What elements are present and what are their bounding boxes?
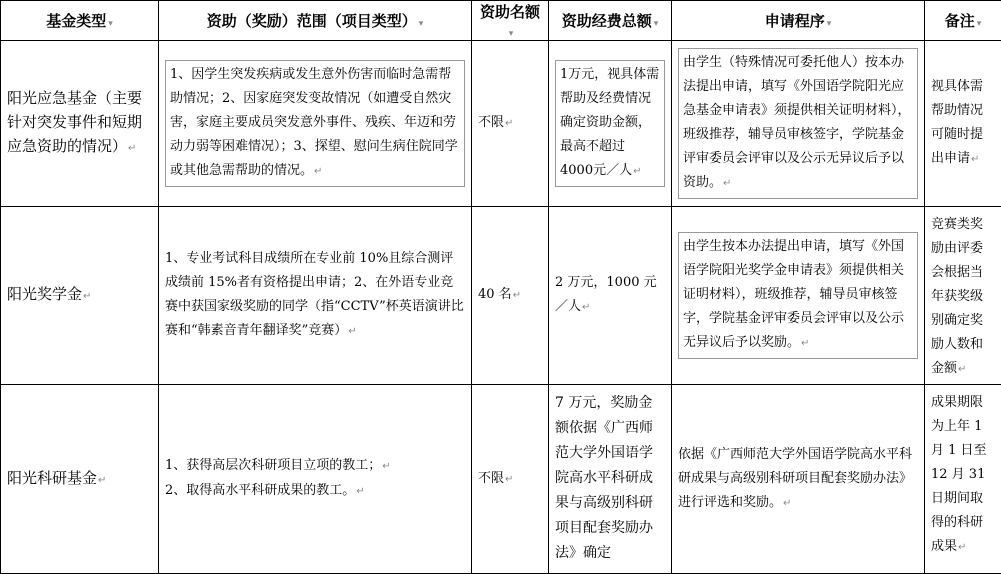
cell-procedure: 由学生按本办法提出申请，填写《外国语学院阳光奖学金申请表》须提供相关证明材料），班级推荐，辅导员审核签字，学院基金评审委员会评审以及公示无异议后予以奖励。↵: [672, 207, 925, 385]
header-quota: 资助名额▾: [472, 1, 549, 41]
header-remark: 备注 ▾: [925, 1, 1001, 41]
header-row: [1, 1, 1001, 41]
header-procedure: 申请程序 ▾: [672, 1, 925, 41]
cell-remark: 竞赛类奖励由评委会根据当年获奖级别确定奖励人数和金额↵: [925, 207, 1001, 385]
cell-fund-type: 阳光应急基金（主要针对突发事件和短期应急资助的情况）↵: [1, 41, 159, 207]
table-row: [1, 207, 1001, 385]
cell-procedure: 依据《广西师范大学外国语学院高水平科研成果与高级别科研项目配套奖励办法》进行评选和奖励。↵: [672, 385, 925, 574]
cell-quota: 不限↵: [472, 385, 549, 574]
cell-fund-type: 阳光奖学金↵: [1, 207, 159, 385]
scope-line: 1、获得高层次科研项目立项的教工；↵: [165, 454, 465, 479]
table-row: [1, 41, 1001, 207]
table-row: [1, 385, 1001, 574]
cell-amount: 2 万元，1000 元／人↵: [549, 207, 672, 385]
cell-scope: 1、专业考试科目成绩所在专业前 10%且综合测评成绩前 15%者有资格提出申请；2、在外语专业竞赛中获国家级奖励的同学（指“CCTV”杯英语演讲比赛和“韩素音青年翻译奖”竞赛）↵: [159, 207, 472, 385]
cell-amount: 7 万元，奖励金额依据《广西师范大学外国语学院高水平科研成果与高级别科研项目配套奖励办法》确定: [549, 385, 672, 574]
header-scope: 资助（奖励）范围（项目类型） ▾: [159, 1, 472, 41]
cell-quota: 不限↵: [472, 41, 549, 207]
scope-line: 2、取得高水平科研成果的教工。↵: [165, 479, 465, 504]
cell-scope: [159, 385, 472, 574]
cell-remark: 成果期限为上年 1月 1 日至 12 月 31 日期间取得的科研成果↵: [925, 385, 1001, 574]
header-fund-type: 基金类型 ▾: [1, 1, 159, 41]
cell-fund-type: 阳光科研基金↵: [1, 385, 159, 574]
cell-amount: 1万元，视具体需帮助及经费情况确定资助金额，最高不超过 4000元／人↵: [549, 41, 672, 207]
cell-procedure: 由学生（特殊情况可委托他人）按本办法提出申请，填写《外国语学院阳光应急基金申请表》须提供相关证明材料），班级推荐，辅导员审核签字，学院基金评审委员会评审以及公示无异议后予以资助。↵: [672, 41, 925, 207]
cell-remark: 视具体需帮助情况可随时提出申请↵: [925, 41, 1001, 207]
cell-scope: 1、因学生突发疾病或发生意外伤害而临时急需帮助情况；2、因家庭突发变故情况（如遭受自然灾害，家庭主要成员突发意外事件、残疾、年迈和劳动力弱等困难情况）；3、探望、慰问生病住院同学或其他急需帮助的情况。↵: [159, 41, 472, 207]
header-amount: 资助经费总额 ▾: [549, 1, 672, 41]
cell-quota: 40 名↵: [472, 207, 549, 385]
